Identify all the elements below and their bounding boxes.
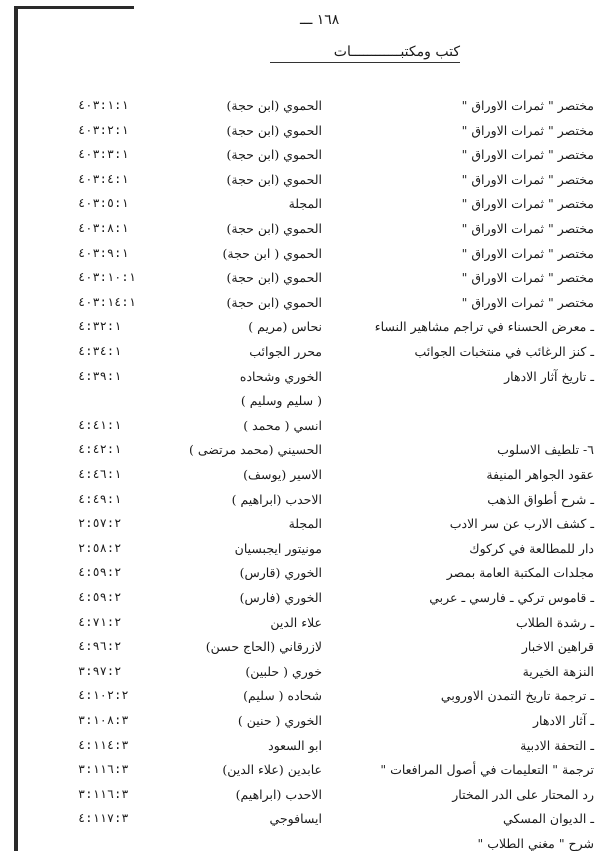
entry-author: الحموي (ابن حجة) <box>226 122 322 138</box>
entry-title: مختصر " ثمرات الاوراق " <box>461 98 594 113</box>
entry-author: الخوري ( حنين ) <box>237 713 322 728</box>
entry-title: مختصر " ثمرات الاوراق " <box>461 147 594 163</box>
entry-title: ـ رشدة الطلاب <box>516 614 594 630</box>
entry-title: ـ آثار الادهار <box>532 713 594 728</box>
entry-title: رد المحتار على الدر المختار <box>452 786 594 802</box>
index-row <box>0 664 606 686</box>
entry-reference: ٢:٥٧:٢ <box>78 516 122 531</box>
index-row <box>0 147 606 169</box>
entry-reference: ٤٠٣:١:١ <box>78 98 129 112</box>
index-row <box>0 615 606 637</box>
entry-author: لازرقاني (الحاج حسن) <box>205 639 322 655</box>
entry-title: دار للمطالعة في كركوك <box>469 540 594 556</box>
index-row <box>0 738 606 760</box>
entry-title: مختصر " ثمرات الاوراق " <box>461 171 594 187</box>
index-row <box>0 541 606 563</box>
entry-reference: ٤:٤٩:١ <box>78 491 122 506</box>
entry-reference: ٣:٩٧:٢ <box>78 663 122 678</box>
index-row <box>0 836 606 858</box>
page-number: ١٦٨ ـــ <box>300 12 340 28</box>
entry-author: علاء الدين <box>270 614 322 630</box>
entry-title: قراهين الاخبار <box>521 639 594 655</box>
entry-reference: ٤٠٣:٣:١ <box>78 147 129 162</box>
entry-title: مختصر " ثمرات الاوراق " <box>461 122 594 138</box>
entry-title: ـ كشف الارب عن سر الادب <box>449 516 594 532</box>
entry-reference: ٤٠٣:٤:١ <box>78 171 129 186</box>
entry-title: شرح " مغني الطلاب " <box>477 836 594 851</box>
entry-reference: ٣:١١٦:٣ <box>78 786 129 801</box>
entry-author: ( سليم وسليم ) <box>240 393 322 409</box>
entry-author: ايسافوجي <box>269 811 322 827</box>
index-row <box>0 418 606 440</box>
entry-title: النزهة الخيرية <box>522 663 594 679</box>
entry-author: الحموي (ابن حجة) <box>226 270 322 286</box>
entry-reference: ٤٠٣:٢:١ <box>78 122 129 137</box>
entry-author: المجلة <box>288 196 322 212</box>
entry-author: الخوري وشحاده <box>239 368 322 384</box>
entry-reference: ٤٠٣:١٠:١ <box>78 270 136 285</box>
entry-reference: ٤٠٣:١٤:١ <box>78 294 136 309</box>
entry-author: الاحدب (ابراهيم ) <box>231 491 322 507</box>
entry-title: ـ كنز الرغائب في منتخبات الجوائب <box>414 344 594 359</box>
entry-reference: ٤:٤٦:١ <box>78 467 122 481</box>
entry-reference: ٤:٤١:١ <box>78 417 122 432</box>
entry-title: ـ شرح أطواق الذهب <box>487 491 594 507</box>
index-row <box>0 295 606 317</box>
entry-title: ـ ترجمة تاريخ التمدن الاوروبي <box>440 688 594 704</box>
entry-title: ـ تاريخ آثار الادهار <box>504 368 594 384</box>
index-row <box>0 787 606 809</box>
entry-reference: ٤:١٠٢:٢ <box>78 688 129 703</box>
entry-title: مختصر " ثمرات الاوراق " <box>461 294 594 310</box>
entry-author: الحموي (ابن حجة) <box>226 98 322 113</box>
entry-reference: ٤:٤٢:١ <box>78 442 122 457</box>
entry-author: الاسير (يوسف) <box>243 467 322 482</box>
entry-title: مختصر " ثمرات الاوراق " <box>461 221 594 236</box>
index-row <box>0 270 606 292</box>
index-row <box>0 811 606 833</box>
index-row <box>0 516 606 538</box>
entry-author: الحموي (ابن حجة) <box>226 147 322 163</box>
entry-title: ـ قاموس تركي ـ فارسي ـ عربي <box>429 590 594 605</box>
index-row <box>0 98 606 120</box>
entry-author: الخوري (فارس) <box>239 590 322 605</box>
entry-reference: ٤:٣٩:١ <box>78 368 122 383</box>
index-row <box>0 442 606 464</box>
index-row <box>0 246 606 268</box>
index-row <box>0 713 606 735</box>
entry-reference: ٤:٣٤:١ <box>78 344 122 358</box>
entry-author: الحسيني (محمد مرتضى ) <box>188 442 322 458</box>
entry-author: الخوري (قارس) <box>239 565 322 581</box>
index-row <box>0 762 606 784</box>
index-row <box>0 492 606 514</box>
index-row <box>0 344 606 366</box>
entry-author: الاحدب (ابراهيم) <box>235 786 322 802</box>
entry-reference: ٣:١٠٨:٣ <box>78 713 129 727</box>
index-row <box>0 639 606 661</box>
entry-reference: ٤:٩٦:٢ <box>78 639 122 654</box>
entry-reference: ٣:١١٦:٣ <box>78 762 129 777</box>
index-row <box>0 196 606 218</box>
entry-title: ٦- تلطيف الاسلوب <box>497 442 594 458</box>
page-title: كتب ومكتبــــــــــــات <box>270 44 460 63</box>
entry-author: محرر الجوائب <box>249 344 322 359</box>
entry-author: انسي ( محمد ) <box>243 417 322 433</box>
entry-author: مونيتور ايجبسيان <box>234 540 322 556</box>
entry-title: ترجمة " التعليمات في أصول المرافعات " <box>380 762 594 778</box>
index-row <box>0 172 606 194</box>
entry-author: الحموي (ابن حجة) <box>226 294 322 310</box>
entry-title: مجلدات المكتبة العامة بمصر <box>446 565 594 581</box>
entry-reference: ٢:٥٨:٢ <box>78 540 122 555</box>
index-row <box>0 590 606 612</box>
entry-title: عقود الجواهر المنيفة <box>486 467 594 482</box>
entry-reference: ٤:٣٢:١ <box>78 319 122 334</box>
index-row <box>0 393 606 415</box>
entry-title: ـ معرض الحسناء في تراجم مشاهير النساء <box>374 319 594 335</box>
entry-author: خوري ( حلبين) <box>245 663 322 679</box>
entry-author: الحموي (ابن حجة) <box>226 221 322 236</box>
index-row <box>0 688 606 710</box>
entry-reference: ٤:٥٩:٢ <box>78 565 122 580</box>
entry-title: مختصر " ثمرات الاوراق " <box>461 270 594 286</box>
index-row <box>0 565 606 587</box>
entry-title: ـ الديوان المسكي <box>502 811 594 827</box>
entry-reference: ٤٠٣:٨:١ <box>78 221 129 235</box>
entry-reference: ٤:١١٤:٣ <box>78 737 129 752</box>
entry-reference: ٤٠٣:٩:١ <box>78 245 129 260</box>
entry-author: الحموي (ابن حجة) <box>226 171 322 187</box>
entry-reference: ٤:١١٧:٣ <box>78 811 129 826</box>
entry-author: نحاس (مريم ) <box>248 319 322 335</box>
entry-reference: ٤:٥٩:٢ <box>78 590 122 604</box>
entry-title: ـ التحفة الادبية <box>520 737 594 753</box>
index-row <box>0 369 606 391</box>
entry-title: مختصر " ثمرات الاوراق " <box>461 245 594 261</box>
index-row <box>0 467 606 489</box>
entry-author: الحموي ( ابن حجة) <box>222 245 322 261</box>
entry-title: مختصر " ثمرات الاوراق " <box>461 196 594 212</box>
index-row <box>0 221 606 243</box>
entry-author: شحاده ( سليم) <box>243 688 322 704</box>
index-row <box>0 319 606 341</box>
entry-author: المجلة <box>288 516 322 532</box>
entry-reference: ٤:٧١:٢ <box>78 614 122 629</box>
entry-author: عابدين (علاء الدين) <box>222 762 322 778</box>
index-row <box>0 123 606 145</box>
entry-author: ابو السعود <box>268 737 322 753</box>
entry-reference: ٤٠٣:٥:١ <box>78 196 129 211</box>
